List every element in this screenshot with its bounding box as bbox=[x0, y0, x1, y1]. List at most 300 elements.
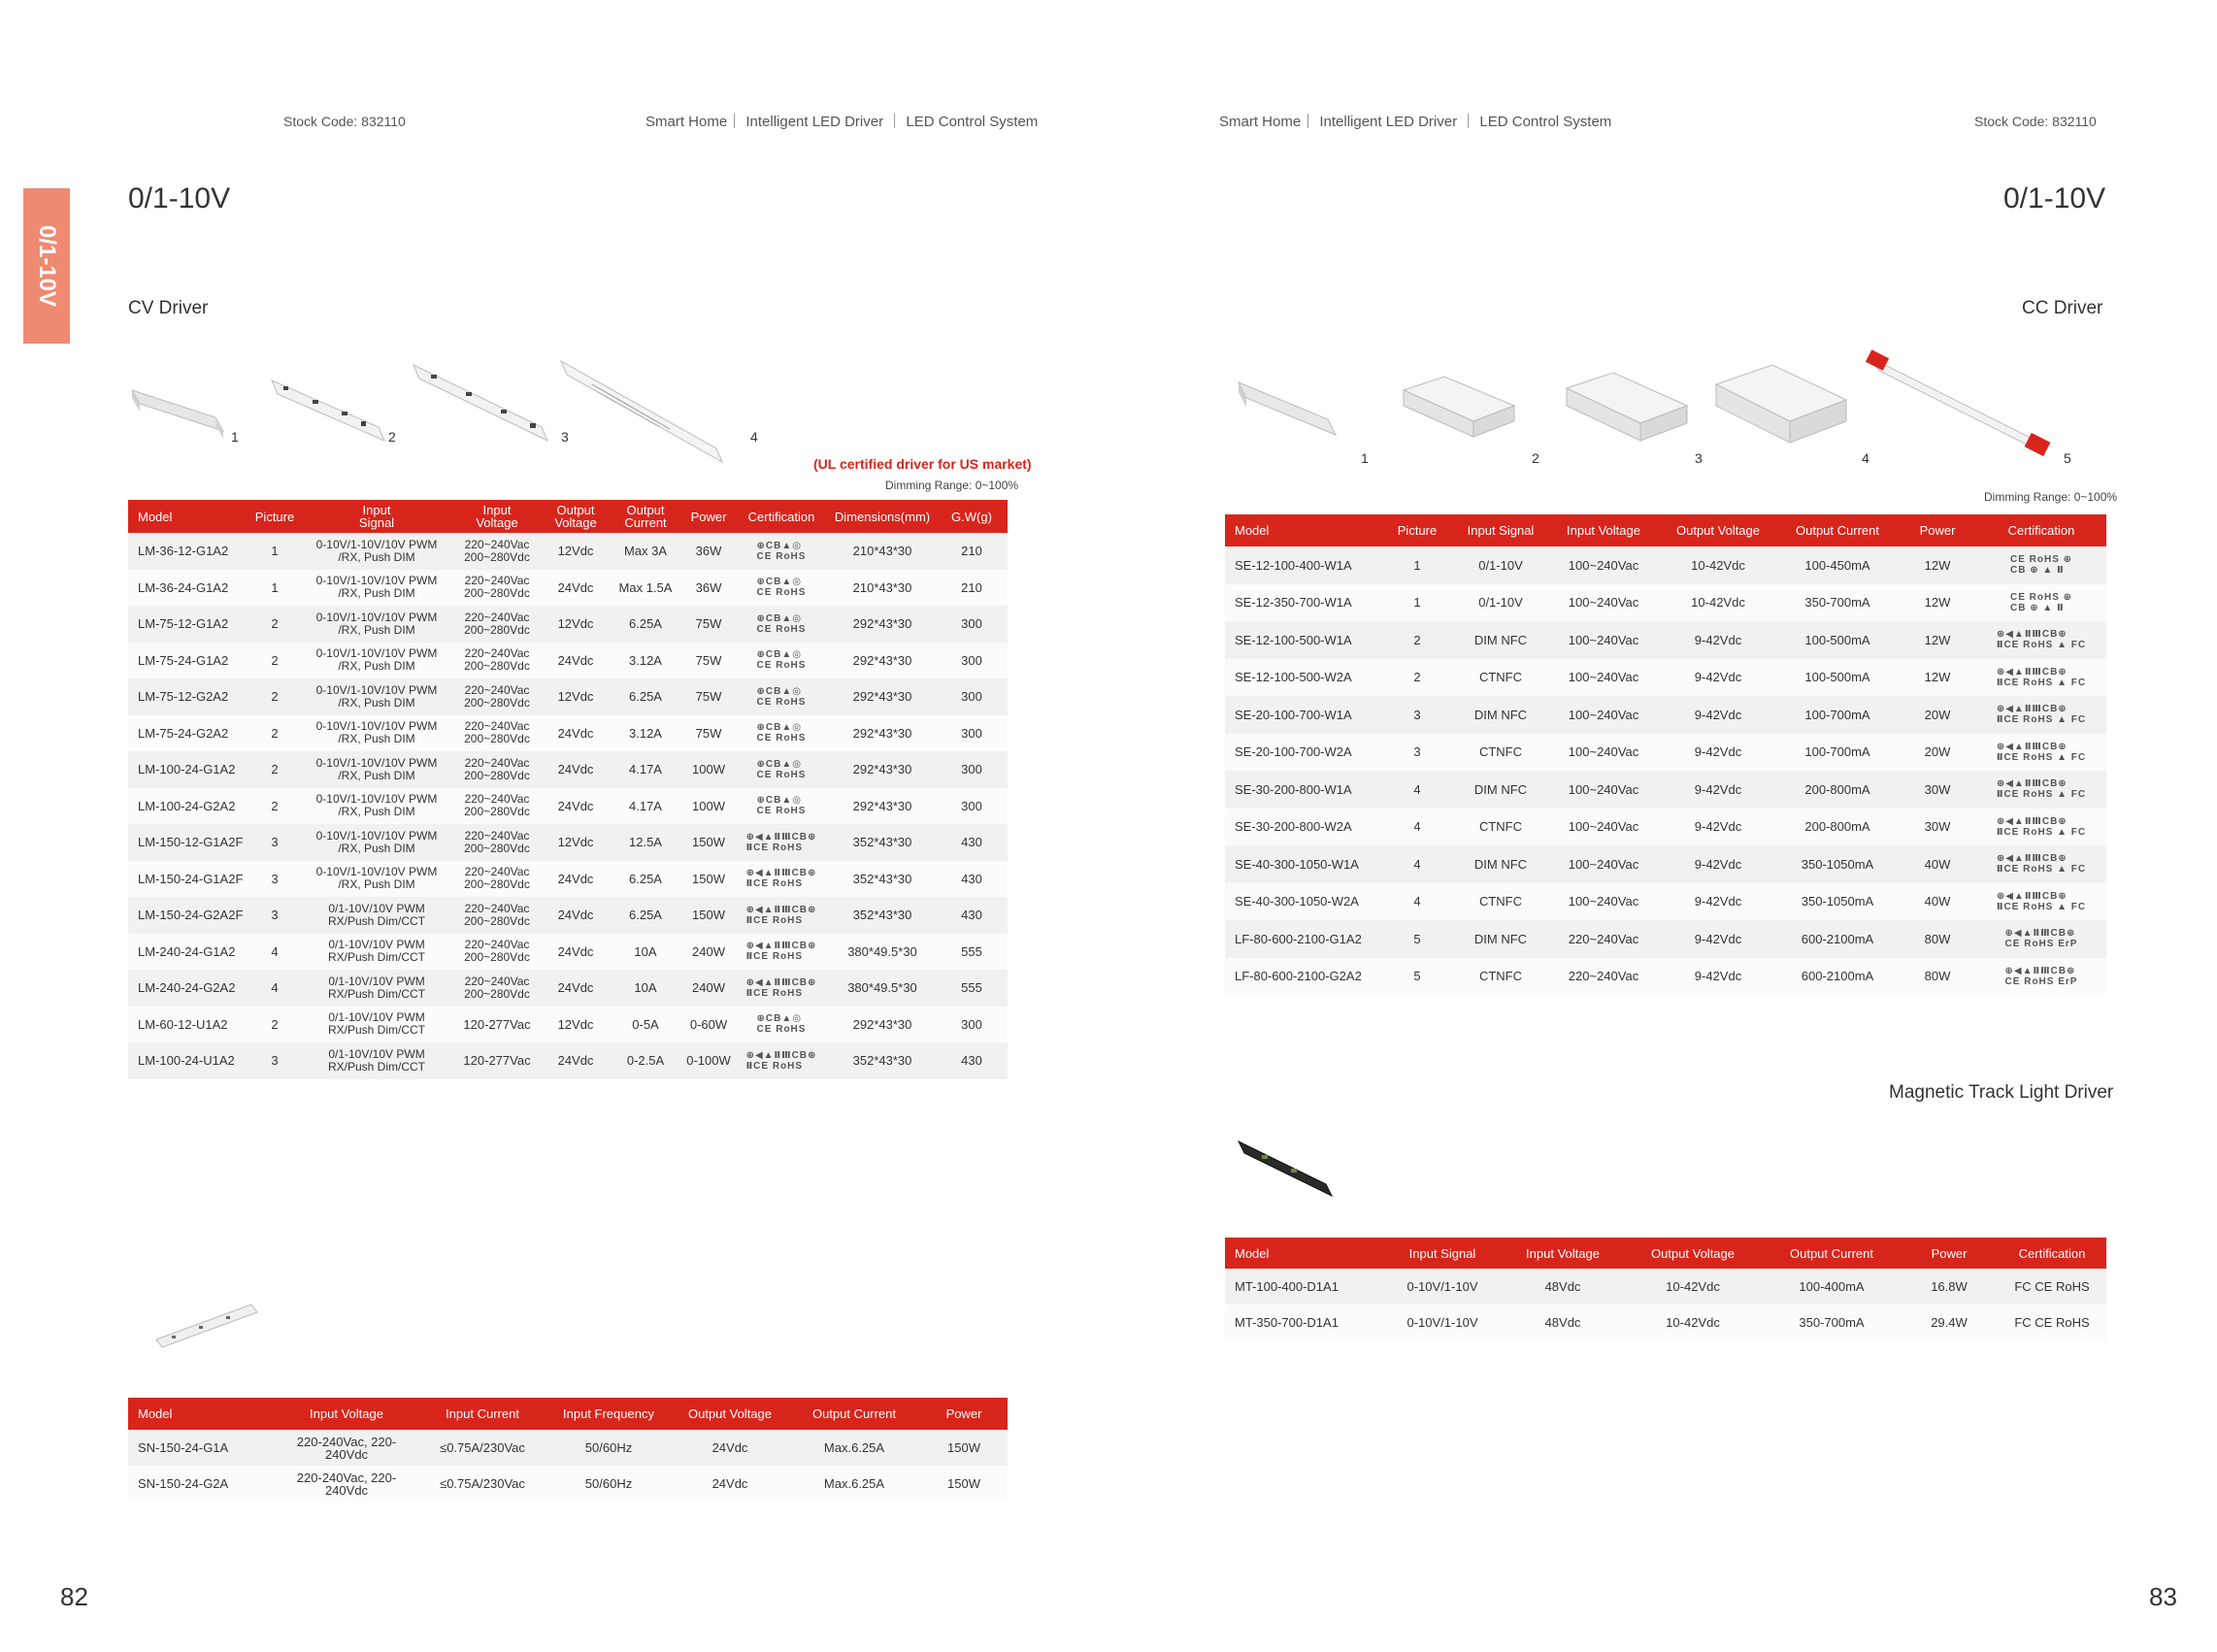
table-cell: 4 bbox=[247, 970, 303, 1007]
picture-number-4: 4 bbox=[750, 429, 758, 445]
picture-number-3: 3 bbox=[561, 429, 569, 445]
table-cell: LM-75-12-G1A2 bbox=[128, 606, 247, 643]
column-header: Output Voltage bbox=[672, 1398, 788, 1430]
table-cell: LF-80-600-2100-G1A2 bbox=[1225, 920, 1380, 958]
table-cell bbox=[1976, 546, 2106, 584]
table-cell: 3 bbox=[247, 824, 303, 861]
table-cell: 6.25A bbox=[608, 861, 683, 898]
mt-driver-photo bbox=[1233, 1132, 1340, 1206]
table-cell: 10A bbox=[608, 934, 683, 971]
table-cell: 3 bbox=[247, 861, 303, 898]
table-cell: 40W bbox=[1899, 845, 1976, 883]
table-cell: SE-12-350-700-W1A bbox=[1225, 584, 1380, 622]
column-header: Dimensions(mm) bbox=[829, 500, 936, 533]
table-cell: 20W bbox=[1899, 734, 1976, 772]
table-cell: 9-42Vdc bbox=[1660, 883, 1776, 921]
table-cell: LM-100-24-U1A2 bbox=[128, 1042, 247, 1079]
table-cell: 220~240Vac 200~280Vdc bbox=[450, 643, 544, 679]
column-header: Input Frequency bbox=[546, 1398, 672, 1430]
table-cell: 12Vdc bbox=[544, 678, 608, 715]
table-cell bbox=[1976, 659, 2106, 697]
table-cell: 12Vdc bbox=[544, 824, 608, 861]
table-row bbox=[128, 606, 1008, 643]
table-cell: SN-150-24-G2A bbox=[128, 1466, 274, 1502]
certification-marks: ⊕CB▲◎ CE RoHS bbox=[756, 612, 807, 635]
table-cell: 0-10V/1-10V/10V PWM /RX, Push DIM bbox=[303, 606, 450, 643]
cc-picture-number-3: 3 bbox=[1695, 450, 1703, 466]
table-cell: 24Vdc bbox=[544, 715, 608, 752]
table-cell: 2 bbox=[1380, 621, 1454, 659]
column-header: Input Signal bbox=[1382, 1238, 1503, 1269]
mt-driver-table bbox=[1225, 1238, 2106, 1340]
table-cell: 0-60W bbox=[683, 1007, 734, 1043]
table-cell: DIM NFC bbox=[1454, 920, 1547, 958]
table-cell bbox=[734, 897, 829, 934]
table-cell: 100-700mA bbox=[1776, 734, 1899, 772]
table-cell: 220~240Vac bbox=[1547, 958, 1660, 996]
driver-photo-3 bbox=[408, 351, 553, 448]
table-cell: 292*43*30 bbox=[829, 715, 936, 752]
table-row bbox=[1225, 883, 2106, 921]
cc-table-header bbox=[1225, 514, 2106, 546]
column-header: Picture bbox=[247, 500, 303, 533]
table-cell: 9-42Vdc bbox=[1660, 958, 1776, 996]
table-cell: DIM NFC bbox=[1454, 621, 1547, 659]
table-cell: 100~240Vac bbox=[1547, 621, 1660, 659]
table-cell: 24Vdc bbox=[544, 788, 608, 825]
table-cell: 36W bbox=[683, 570, 734, 607]
section-cv-driver: CV Driver bbox=[128, 298, 209, 318]
table-cell: 150W bbox=[920, 1430, 1008, 1466]
table-cell: SN-150-24-G1A bbox=[128, 1430, 274, 1466]
table-cell: 240W bbox=[683, 970, 734, 1007]
certification-marks: ⊕◀▲ⅡⅢCB⊕ ⅡCE RoHS ▲ FC bbox=[1996, 629, 2087, 651]
column-header: Input Voltage bbox=[1503, 1238, 1623, 1269]
header-nav-left: Smart Home｜ Intelligent LED Driver ｜ LED Control System bbox=[645, 114, 1039, 130]
table-cell: 50/60Hz bbox=[546, 1466, 672, 1502]
table-cell: 350-700mA bbox=[1776, 584, 1899, 622]
table-cell bbox=[1976, 621, 2106, 659]
cv-driver-table bbox=[128, 500, 1008, 1079]
table-cell: 0-10V/1-10V bbox=[1382, 1269, 1503, 1305]
table-cell: 2 bbox=[247, 1007, 303, 1043]
table-row bbox=[1225, 696, 2106, 734]
table-cell: FC CE RoHS bbox=[1998, 1269, 2106, 1305]
table-cell: 24Vdc bbox=[544, 570, 608, 607]
table-cell: 36W bbox=[683, 533, 734, 570]
cc-driver-photo-2 bbox=[1396, 371, 1522, 448]
table-cell: LM-100-24-G2A2 bbox=[128, 788, 247, 825]
table-cell: 48Vdc bbox=[1503, 1305, 1623, 1340]
table-cell: 0-10V/1-10V/10V PWM /RX, Push DIM bbox=[303, 861, 450, 898]
table-cell: ≤0.75A/230Vac bbox=[419, 1430, 546, 1466]
table-cell: 24Vdc bbox=[544, 643, 608, 679]
table-row bbox=[1225, 734, 2106, 772]
table-cell: 75W bbox=[683, 643, 734, 679]
table-cell: 0-2.5A bbox=[608, 1042, 683, 1079]
table-cell: LM-240-24-G2A2 bbox=[128, 970, 247, 1007]
column-header: Power bbox=[1899, 514, 1976, 546]
cc-picture-number-2: 2 bbox=[1532, 450, 1539, 466]
table-cell: 6.25A bbox=[608, 606, 683, 643]
table-cell: 380*49.5*30 bbox=[829, 934, 936, 971]
table-cell: 10-42Vdc bbox=[1623, 1269, 1763, 1305]
table-cell bbox=[1976, 696, 2106, 734]
certification-marks: ⊕◀▲ⅡⅢCB⊕ ⅡCE RoHS ▲ FC bbox=[1996, 704, 2087, 726]
table-cell: Max 1.5A bbox=[608, 570, 683, 607]
table-cell: 80W bbox=[1899, 920, 1976, 958]
table-cell: 380*49.5*30 bbox=[829, 970, 936, 1007]
table-cell: 10A bbox=[608, 970, 683, 1007]
table-cell: 300 bbox=[936, 678, 1008, 715]
table-cell bbox=[734, 824, 829, 861]
table-cell: 300 bbox=[936, 643, 1008, 679]
table-row bbox=[1225, 845, 2106, 883]
table-cell: 100-450mA bbox=[1776, 546, 1899, 584]
table-cell: 75W bbox=[683, 606, 734, 643]
cv-table-header bbox=[128, 500, 1008, 533]
table-row bbox=[128, 1430, 1008, 1466]
certification-marks: ⊕◀▲ⅡⅢCB⊕ ⅡCE RoHS bbox=[745, 831, 817, 853]
table-cell: SE-20-100-700-W1A bbox=[1225, 696, 1380, 734]
table-cell bbox=[1976, 584, 2106, 622]
table-cell: 10-42Vdc bbox=[1660, 584, 1776, 622]
cc-picture-number-5: 5 bbox=[2064, 450, 2071, 466]
table-cell: 292*43*30 bbox=[829, 1007, 936, 1043]
column-header: Output Current bbox=[1776, 514, 1899, 546]
picture-number-2: 2 bbox=[388, 429, 396, 445]
table-cell: 12Vdc bbox=[544, 1007, 608, 1043]
column-header: Power bbox=[1901, 1238, 1998, 1269]
certification-marks: ⊕◀▲ⅡⅢCB⊕ ⅡCE RoHS bbox=[745, 904, 817, 926]
driver-photo-4 bbox=[553, 351, 728, 468]
certification-marks: ⊕◀▲ⅡⅢCB⊕ ⅡCE RoHS ▲ FC bbox=[1996, 815, 2087, 838]
table-cell: 9-42Vdc bbox=[1660, 734, 1776, 772]
table-cell: 1 bbox=[247, 533, 303, 570]
table-cell: 0-10V/1-10V/10V PWM /RX, Push DIM bbox=[303, 643, 450, 679]
certification-marks: ⊕CB▲◎ CE RoHS bbox=[756, 722, 807, 744]
table-cell: 210 bbox=[936, 533, 1008, 570]
table-cell: 4 bbox=[247, 934, 303, 971]
column-header: Output Voltage bbox=[1660, 514, 1776, 546]
side-tab bbox=[23, 188, 70, 344]
certification-marks: ⊕◀▲ⅡⅢCB⊕ CE RoHS ErP bbox=[2004, 928, 2078, 950]
certification-marks: ⊕◀▲ⅡⅢCB⊕ ⅡCE RoHS bbox=[745, 868, 817, 890]
section-magnetic-track: Magnetic Track Light Driver bbox=[1889, 1082, 2114, 1103]
table-cell: 0/1-10V/10V PWM RX/Push Dim/CCT bbox=[303, 1007, 450, 1043]
table-cell: 300 bbox=[936, 715, 1008, 752]
page-number-left: 82 bbox=[60, 1582, 88, 1611]
cc-driver-photo-4 bbox=[1708, 359, 1854, 456]
table-cell: 24Vdc bbox=[672, 1466, 788, 1502]
table-cell: 0-10V/1-10V/10V PWM /RX, Push DIM bbox=[303, 715, 450, 752]
table-row bbox=[1225, 809, 2106, 846]
table-cell: 100~240Vac bbox=[1547, 771, 1660, 809]
table-cell bbox=[1976, 883, 2106, 921]
table-cell: 350-1050mA bbox=[1776, 845, 1899, 883]
column-header: G.W(g) bbox=[936, 500, 1008, 533]
table-cell: 240W bbox=[683, 934, 734, 971]
table-row bbox=[128, 788, 1008, 825]
table-cell: 430 bbox=[936, 1042, 1008, 1079]
table-cell: 292*43*30 bbox=[829, 788, 936, 825]
table-cell: 300 bbox=[936, 606, 1008, 643]
table-row bbox=[1225, 771, 2106, 809]
table-cell bbox=[734, 570, 829, 607]
certification-marks: ⊕◀▲ⅡⅢCB⊕ ⅡCE RoHS ▲ FC bbox=[1996, 666, 2087, 688]
table-cell: 100-700mA bbox=[1776, 696, 1899, 734]
table-cell: 352*43*30 bbox=[829, 897, 936, 934]
table-row bbox=[1225, 1269, 2106, 1305]
certification-marks: ⊕◀▲ⅡⅢCB⊕ CE RoHS ErP bbox=[2004, 965, 2078, 987]
table-cell: 10-42Vdc bbox=[1660, 546, 1776, 584]
certification-marks: ⊕◀▲ⅡⅢCB⊕ ⅡCE RoHS ▲ FC bbox=[1996, 890, 2087, 912]
table-cell: 12W bbox=[1899, 546, 1976, 584]
table-cell bbox=[1976, 771, 2106, 809]
table-row bbox=[1225, 621, 2106, 659]
stock-code-left: Stock Code: 832110 bbox=[283, 114, 406, 129]
table-cell: LM-36-12-G1A2 bbox=[128, 533, 247, 570]
table-cell: 9-42Vdc bbox=[1660, 771, 1776, 809]
table-cell: 292*43*30 bbox=[829, 678, 936, 715]
table-cell: 29.4W bbox=[1901, 1305, 1998, 1340]
table-row bbox=[1225, 958, 2106, 996]
table-cell: SE-12-100-500-W2A bbox=[1225, 659, 1380, 697]
table-cell: 0/1-10V/10V PWM RX/Push Dim/CCT bbox=[303, 1042, 450, 1079]
table-cell: 100~240Vac bbox=[1547, 659, 1660, 697]
table-cell: 220~240Vac 200~280Vdc bbox=[450, 861, 544, 898]
table-cell: 16.8W bbox=[1901, 1269, 1998, 1305]
table-cell: 555 bbox=[936, 970, 1008, 1007]
table-cell: 600-2100mA bbox=[1776, 920, 1899, 958]
table-cell: 352*43*30 bbox=[829, 824, 936, 861]
table-cell: 0/1-10V bbox=[1454, 584, 1547, 622]
table-cell: 1 bbox=[1380, 546, 1454, 584]
table-cell: DIM NFC bbox=[1454, 696, 1547, 734]
table-cell: 3 bbox=[1380, 734, 1454, 772]
table-cell: 3.12A bbox=[608, 715, 683, 752]
certification-marks: ⊕CB▲◎ CE RoHS bbox=[756, 540, 807, 562]
table-cell: 0-10V/1-10V/10V PWM /RX, Push DIM bbox=[303, 678, 450, 715]
table-cell: 150W bbox=[683, 861, 734, 898]
table-cell: LM-150-24-G1A2F bbox=[128, 861, 247, 898]
table-cell: 292*43*30 bbox=[829, 643, 936, 679]
table-cell: 24Vdc bbox=[544, 970, 608, 1007]
certification-marks: ⊕CB▲◎ CE RoHS bbox=[756, 649, 807, 672]
table-cell: LM-100-24-G1A2 bbox=[128, 751, 247, 788]
table-row bbox=[128, 678, 1008, 715]
table-cell: 150W bbox=[683, 824, 734, 861]
table-cell: CTNFC bbox=[1454, 659, 1547, 697]
table-cell: 0-10V/1-10V/10V PWM /RX, Push DIM bbox=[303, 751, 450, 788]
column-header: Picture bbox=[1380, 514, 1454, 546]
table-cell: 0/1-10V/10V PWM RX/Push Dim/CCT bbox=[303, 934, 450, 971]
certification-marks: ⊕CB▲◎ CE RoHS bbox=[756, 577, 807, 599]
table-cell: 12W bbox=[1899, 659, 1976, 697]
picture-number-1: 1 bbox=[231, 429, 239, 445]
certification-marks: ⊕CB▲◎ CE RoHS bbox=[756, 795, 807, 817]
table-cell: Max 3A bbox=[608, 533, 683, 570]
table-cell: LM-75-24-G1A2 bbox=[128, 643, 247, 679]
table-cell: 220~240Vac 200~280Vdc bbox=[450, 570, 544, 607]
table-cell: 30W bbox=[1899, 809, 1976, 846]
table-cell: 430 bbox=[936, 824, 1008, 861]
table-row bbox=[128, 751, 1008, 788]
table-cell: 220~240Vac 200~280Vdc bbox=[450, 824, 544, 861]
certification-marks: ⊕CB▲◎ CE RoHS bbox=[756, 685, 807, 708]
table-cell: 100~240Vac bbox=[1547, 883, 1660, 921]
table-cell: 210*43*30 bbox=[829, 533, 936, 570]
cc-driver-photo-3 bbox=[1559, 367, 1695, 454]
table-cell: 2 bbox=[1380, 659, 1454, 697]
table-cell: 0-10V/1-10V/10V PWM /RX, Push DIM bbox=[303, 533, 450, 570]
table-cell: 120-277Vac bbox=[450, 1007, 544, 1043]
page-title-left: 0/1-10V bbox=[128, 182, 231, 215]
table-cell: SE-40-300-1050-W2A bbox=[1225, 883, 1380, 921]
ul-note: (UL certified driver for US market) bbox=[813, 456, 1032, 472]
column-header: Model bbox=[1225, 514, 1380, 546]
column-header: Certification bbox=[1998, 1238, 2106, 1269]
table-cell: 352*43*30 bbox=[829, 1042, 936, 1079]
table-cell: 12Vdc bbox=[544, 533, 608, 570]
table-cell: 3.12A bbox=[608, 643, 683, 679]
cc-driver-table bbox=[1225, 514, 2106, 995]
table-cell bbox=[734, 643, 829, 679]
table-cell: SE-12-100-400-W1A bbox=[1225, 546, 1380, 584]
table-cell: 220-240Vac, 220-240Vdc bbox=[274, 1466, 419, 1502]
dimming-note-right: Dimming Range: 0~100% bbox=[1984, 490, 2118, 504]
column-header: Input Voltage bbox=[450, 500, 544, 533]
table-cell: 24Vdc bbox=[544, 934, 608, 971]
certification-marks: ⊕CB▲◎ CE RoHS bbox=[756, 758, 807, 780]
table-cell: 9-42Vdc bbox=[1660, 621, 1776, 659]
table-cell: 4.17A bbox=[608, 751, 683, 788]
table-cell: 5 bbox=[1380, 958, 1454, 996]
cc-picture-number-1: 1 bbox=[1361, 450, 1369, 466]
column-header: Output Current bbox=[608, 500, 683, 533]
cc-picture-number-4: 4 bbox=[1862, 450, 1870, 466]
table-cell: 220~240Vac 200~280Vdc bbox=[450, 970, 544, 1007]
column-header: Input Voltage bbox=[274, 1398, 419, 1430]
table-cell bbox=[734, 934, 829, 971]
table-cell bbox=[1976, 958, 2106, 996]
mt-table-header bbox=[1225, 1238, 2106, 1269]
table-cell: DIM NFC bbox=[1454, 845, 1547, 883]
table-cell: 300 bbox=[936, 751, 1008, 788]
table-cell: 2 bbox=[247, 715, 303, 752]
table-cell bbox=[734, 678, 829, 715]
column-header: Power bbox=[683, 500, 734, 533]
table-cell: 3 bbox=[1380, 696, 1454, 734]
table-cell: 80W bbox=[1899, 958, 1976, 996]
sn-driver-table bbox=[128, 1398, 1008, 1502]
table-cell: LM-150-24-G2A2F bbox=[128, 897, 247, 934]
table-cell bbox=[734, 1042, 829, 1079]
table-cell: 200-800mA bbox=[1776, 771, 1899, 809]
page-title-right: 0/1-10V bbox=[2003, 182, 2106, 215]
table-row bbox=[1225, 920, 2106, 958]
table-cell: 12W bbox=[1899, 621, 1976, 659]
table-cell: 555 bbox=[936, 934, 1008, 971]
table-cell: 9-42Vdc bbox=[1660, 920, 1776, 958]
table-cell: 220~240Vac 200~280Vdc bbox=[450, 606, 544, 643]
table-cell: SE-20-100-700-W2A bbox=[1225, 734, 1380, 772]
table-row bbox=[128, 643, 1008, 679]
table-cell: 75W bbox=[683, 678, 734, 715]
table-cell: 6.25A bbox=[608, 897, 683, 934]
table-row bbox=[1225, 546, 2106, 584]
table-cell: 1 bbox=[247, 570, 303, 607]
table-cell: 4 bbox=[1380, 845, 1454, 883]
table-row bbox=[128, 533, 1008, 570]
table-cell: MT-100-400-D1A1 bbox=[1225, 1269, 1382, 1305]
section-cc-driver: CC Driver bbox=[2022, 298, 2103, 318]
table-cell: SE-12-100-500-W1A bbox=[1225, 621, 1380, 659]
table-cell: 50/60Hz bbox=[546, 1430, 672, 1466]
table-cell: 0/1-10V bbox=[1454, 546, 1547, 584]
table-cell: 0-10V/1-10V/10V PWM /RX, Push DIM bbox=[303, 824, 450, 861]
table-cell: 100W bbox=[683, 751, 734, 788]
table-cell bbox=[1976, 809, 2106, 846]
table-cell: 220~240Vac 200~280Vdc bbox=[450, 715, 544, 752]
table-cell: 6.25A bbox=[608, 678, 683, 715]
table-cell: 100W bbox=[683, 788, 734, 825]
certification-marks: ⊕◀▲ⅡⅢCB⊕ ⅡCE RoHS bbox=[745, 976, 817, 999]
table-cell: 9-42Vdc bbox=[1660, 845, 1776, 883]
table-row bbox=[128, 934, 1008, 971]
column-header: Model bbox=[128, 500, 247, 533]
header-nav-right: Smart Home｜ Intelligent LED Driver ｜ LED Control System bbox=[1219, 114, 1612, 130]
page-number-right: 83 bbox=[2149, 1582, 2177, 1611]
table-row bbox=[1225, 1305, 2106, 1340]
table-cell bbox=[734, 533, 829, 570]
table-cell: 0-10V/1-10V/10V PWM /RX, Push DIM bbox=[303, 570, 450, 607]
table-cell: 220~240Vac 200~280Vdc bbox=[450, 934, 544, 971]
table-cell: 4 bbox=[1380, 809, 1454, 846]
table-cell: 220~240Vac 200~280Vdc bbox=[450, 678, 544, 715]
table-cell: 210 bbox=[936, 570, 1008, 607]
table-cell: 220~240Vac bbox=[1547, 920, 1660, 958]
table-cell: CTNFC bbox=[1454, 809, 1547, 846]
table-cell: 0-10V/1-10V bbox=[1382, 1305, 1503, 1340]
certification-marks: ⊕◀▲ⅡⅢCB⊕ ⅡCE RoHS ▲ FC bbox=[1996, 853, 2087, 876]
driver-photo-2 bbox=[264, 367, 390, 454]
table-cell: LM-150-12-G1A2F bbox=[128, 824, 247, 861]
table-cell: 200-800mA bbox=[1776, 809, 1899, 846]
table-row bbox=[128, 1007, 1008, 1043]
table-row bbox=[128, 570, 1008, 607]
table-cell: 430 bbox=[936, 861, 1008, 898]
table-row bbox=[128, 824, 1008, 861]
table-cell: 0/1-10V/10V PWM RX/Push Dim/CCT bbox=[303, 897, 450, 934]
table-cell: 600-2100mA bbox=[1776, 958, 1899, 996]
table-cell: 350-700mA bbox=[1763, 1305, 1901, 1340]
table-cell: 2 bbox=[247, 788, 303, 825]
table-cell: 120-277Vac bbox=[450, 1042, 544, 1079]
table-cell: 30W bbox=[1899, 771, 1976, 809]
certification-marks: ⊕CB▲◎ CE RoHS bbox=[756, 1013, 807, 1036]
table-cell: 2 bbox=[247, 678, 303, 715]
table-cell: LM-75-12-G2A2 bbox=[128, 678, 247, 715]
table-cell: Max.6.25A bbox=[788, 1466, 920, 1502]
table-cell: 220~240Vac 200~280Vdc bbox=[450, 751, 544, 788]
table-cell bbox=[1976, 734, 2106, 772]
table-cell: CTNFC bbox=[1454, 734, 1547, 772]
table-cell: 24Vdc bbox=[544, 897, 608, 934]
table-cell: 48Vdc bbox=[1503, 1269, 1623, 1305]
certification-marks: ⊕◀▲ⅡⅢCB⊕ ⅡCE RoHS bbox=[745, 1049, 817, 1072]
table-cell: 100-500mA bbox=[1776, 621, 1899, 659]
